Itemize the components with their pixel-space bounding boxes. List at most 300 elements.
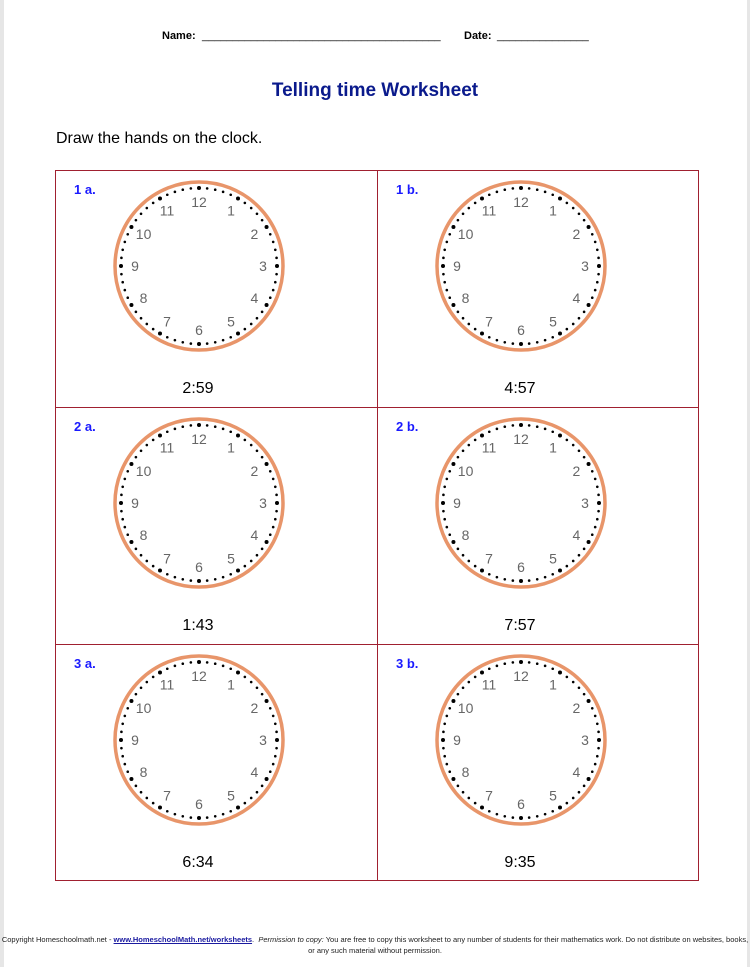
minute-tick <box>462 687 465 690</box>
minute-tick <box>158 670 162 674</box>
minute-tick <box>197 186 201 190</box>
minute-tick <box>126 470 129 473</box>
minute-tick <box>583 548 586 551</box>
minute-tick <box>512 424 515 427</box>
minute-tick <box>166 336 169 339</box>
minute-tick <box>124 526 127 529</box>
date-label: Date: <box>464 30 492 42</box>
minute-tick <box>166 810 169 813</box>
minute-tick <box>587 540 591 544</box>
minute-tick <box>442 510 445 513</box>
minute-tick <box>528 424 531 427</box>
minute-tick <box>578 450 581 453</box>
minute-tick <box>140 554 143 557</box>
minute-tick <box>181 662 184 665</box>
minute-tick <box>488 667 491 670</box>
minute-tick <box>261 219 264 222</box>
minute-tick <box>272 478 275 481</box>
minute-tick <box>206 424 209 427</box>
minute-tick <box>442 273 445 276</box>
minute-tick <box>256 317 259 320</box>
minute-tick <box>558 196 562 200</box>
minute-tick <box>274 722 277 725</box>
clock-face[interactable] <box>111 652 287 828</box>
minute-tick <box>275 494 278 497</box>
clock-number: 8 <box>461 527 470 543</box>
clock-number: 6 <box>517 559 525 575</box>
minute-tick <box>190 187 193 190</box>
clock-number: 3 <box>581 258 589 274</box>
minute-tick <box>596 755 599 758</box>
minute-tick <box>519 660 523 664</box>
minute-tick <box>591 707 594 710</box>
clock-problem-5 <box>56 644 378 881</box>
minute-tick <box>451 777 455 781</box>
minute-tick <box>229 336 232 339</box>
minute-tick <box>443 755 446 758</box>
minute-tick <box>597 731 600 734</box>
minute-tick <box>272 763 275 766</box>
minute-tick <box>536 188 539 191</box>
minute-tick <box>140 317 143 320</box>
minute-tick <box>119 738 123 742</box>
minute-tick <box>591 770 594 773</box>
minute-tick <box>528 342 531 345</box>
minute-tick <box>488 810 491 813</box>
minute-tick <box>250 323 253 326</box>
minute-tick <box>274 485 277 488</box>
minute-tick <box>174 428 177 431</box>
minute-tick <box>551 193 554 196</box>
clock-number: 10 <box>457 226 474 242</box>
minute-tick <box>236 196 240 200</box>
minute-tick <box>442 747 445 750</box>
clock-number: 4 <box>572 290 581 306</box>
minute-tick <box>528 579 531 582</box>
minute-tick <box>236 433 240 437</box>
minute-tick <box>174 339 177 342</box>
minute-tick <box>124 763 127 766</box>
clock-number: 6 <box>195 322 203 338</box>
problem-label: 3 a. <box>74 656 96 671</box>
clock-number: 9 <box>453 732 461 748</box>
minute-tick <box>457 548 460 551</box>
name-blank: _______________________________________ <box>202 30 441 42</box>
clock-number: 9 <box>453 258 461 274</box>
clock-number: 5 <box>549 550 557 567</box>
minute-tick <box>269 770 272 773</box>
minute-tick <box>222 813 225 816</box>
minute-tick <box>597 747 600 750</box>
minute-tick <box>121 722 124 725</box>
minute-tick <box>528 187 531 190</box>
minute-tick <box>558 569 562 573</box>
minute-tick <box>244 565 247 568</box>
minute-tick <box>536 578 539 581</box>
clock-number: 2 <box>572 463 581 479</box>
minute-tick <box>446 526 449 529</box>
minute-tick <box>121 755 124 758</box>
minute-tick <box>551 573 554 576</box>
clock-number: 12 <box>191 431 207 447</box>
minute-tick <box>451 303 455 307</box>
problem-label: 1 b. <box>396 182 419 197</box>
minute-tick <box>488 430 491 433</box>
minute-tick <box>152 676 155 679</box>
minute-tick <box>566 676 569 679</box>
minute-tick <box>468 444 471 447</box>
minute-tick <box>544 428 547 431</box>
minute-tick <box>256 687 259 690</box>
clock-number: 10 <box>135 700 152 716</box>
clock-number: 9 <box>131 258 139 274</box>
minute-tick <box>443 722 446 725</box>
minute-tick <box>152 328 155 331</box>
minute-tick <box>135 219 138 222</box>
minute-tick <box>244 439 247 442</box>
minute-tick <box>265 225 269 229</box>
minute-tick <box>462 791 465 794</box>
minute-tick <box>146 323 149 326</box>
minute-tick <box>446 241 449 244</box>
minute-tick <box>126 233 129 236</box>
minute-tick <box>503 341 506 344</box>
minute-tick <box>587 462 591 466</box>
clock-number: 12 <box>513 668 529 684</box>
minute-tick <box>442 494 445 497</box>
clock-number: 2 <box>572 700 581 716</box>
minute-tick <box>214 815 217 818</box>
clock-number: 5 <box>549 313 557 330</box>
minute-tick <box>536 662 539 665</box>
clock-number: 9 <box>131 495 139 511</box>
clock-number: 8 <box>461 290 470 306</box>
clock-number: 11 <box>481 439 497 456</box>
minute-tick <box>126 707 129 710</box>
minute-tick <box>181 341 184 344</box>
minute-tick <box>503 815 506 818</box>
clock-number: 9 <box>453 495 461 511</box>
minute-tick <box>468 207 471 210</box>
clock-number: 10 <box>135 226 152 242</box>
minute-tick <box>583 219 586 222</box>
minute-tick <box>512 661 515 664</box>
clock-number: 7 <box>485 550 493 567</box>
minute-tick <box>443 485 446 488</box>
minute-tick <box>158 569 162 573</box>
minute-tick <box>597 738 601 742</box>
minute-tick <box>135 548 138 551</box>
minute-tick <box>512 187 515 190</box>
minute-tick <box>496 191 499 194</box>
minute-tick <box>256 554 259 557</box>
minute-tick <box>462 213 465 216</box>
minute-tick <box>181 578 184 581</box>
minute-tick <box>269 533 272 536</box>
clock-number: 4 <box>572 527 581 543</box>
minute-tick <box>174 576 177 579</box>
clock-number: 2 <box>250 700 259 716</box>
minute-tick <box>544 339 547 342</box>
minute-tick <box>441 264 445 268</box>
minute-tick <box>591 533 594 536</box>
clock-number: 3 <box>581 495 589 511</box>
clock-number: 7 <box>163 787 171 804</box>
minute-tick <box>275 501 279 505</box>
clock-face[interactable] <box>433 415 609 591</box>
clock-number: 1 <box>227 439 235 456</box>
minute-tick <box>119 501 123 505</box>
minute-tick <box>468 681 471 684</box>
permission-label: Permission to copy: <box>258 935 324 944</box>
minute-tick <box>512 579 515 582</box>
minute-tick <box>448 470 451 473</box>
minute-tick <box>558 670 562 674</box>
clock-number: 3 <box>259 495 267 511</box>
minute-tick <box>480 806 484 810</box>
minute-tick <box>544 665 547 668</box>
minute-tick <box>275 264 279 268</box>
minute-tick <box>222 428 225 431</box>
clock-face[interactable] <box>111 178 287 354</box>
clock-grid <box>55 170 699 881</box>
minute-tick <box>448 533 451 536</box>
minute-tick <box>126 296 129 299</box>
minute-tick <box>265 462 269 466</box>
minute-tick <box>496 813 499 816</box>
minute-tick <box>126 533 129 536</box>
minute-tick <box>265 540 269 544</box>
minute-tick <box>181 188 184 191</box>
minute-tick <box>457 311 460 314</box>
minute-tick <box>583 785 586 788</box>
minute-tick <box>536 425 539 428</box>
minute-tick <box>443 281 446 284</box>
minute-tick <box>140 791 143 794</box>
clock-face[interactable] <box>111 415 287 591</box>
clock-number: 12 <box>513 194 529 210</box>
minute-tick <box>274 755 277 758</box>
minute-tick <box>190 342 193 345</box>
minute-tick <box>129 462 133 466</box>
minute-tick <box>558 332 562 336</box>
minute-tick <box>558 806 562 810</box>
minute-tick <box>591 470 594 473</box>
minute-tick <box>474 202 477 205</box>
minute-tick <box>536 815 539 818</box>
minute-tick <box>121 248 124 251</box>
minute-tick <box>591 233 594 236</box>
minute-tick <box>544 191 547 194</box>
minute-tick <box>120 510 123 513</box>
clock-number: 11 <box>481 676 497 693</box>
minute-tick <box>120 273 123 276</box>
minute-tick <box>190 661 193 664</box>
minute-tick <box>126 770 129 773</box>
clock-problem-1 <box>56 171 378 408</box>
minute-tick <box>158 332 162 336</box>
minute-tick <box>551 430 554 433</box>
minute-tick <box>190 816 193 819</box>
clock-number: 12 <box>191 194 207 210</box>
minute-tick <box>503 578 506 581</box>
minute-tick <box>448 770 451 773</box>
minute-tick <box>256 450 259 453</box>
minute-tick <box>129 699 133 703</box>
clock-number: 5 <box>227 787 235 804</box>
clock-number: 2 <box>250 463 259 479</box>
time-text: 2:59 <box>182 380 214 397</box>
minute-tick <box>496 339 499 342</box>
minute-tick <box>140 213 143 216</box>
clock-number: 2 <box>572 226 581 242</box>
minute-tick <box>448 707 451 710</box>
minute-tick <box>269 707 272 710</box>
minute-tick <box>229 667 232 670</box>
clock-number: 1 <box>227 202 235 219</box>
copyright-text: Copyright Homeschoolmath.net - <box>1 935 114 944</box>
minute-tick <box>597 257 600 260</box>
minute-tick <box>488 336 491 339</box>
minute-tick <box>451 699 455 703</box>
minute-tick <box>274 248 277 251</box>
minute-tick <box>496 428 499 431</box>
minute-tick <box>596 248 599 251</box>
minute-tick <box>503 425 506 428</box>
minute-tick <box>214 341 217 344</box>
minute-tick <box>275 738 279 742</box>
minute-tick <box>594 241 597 244</box>
minute-tick <box>587 225 591 229</box>
minute-tick <box>551 336 554 339</box>
homeschoolmath-link[interactable]: www.HomeschoolMath.net/worksheets <box>113 935 253 944</box>
minute-tick <box>528 661 531 664</box>
minute-tick <box>197 660 201 664</box>
minute-tick <box>229 810 232 813</box>
clock-face[interactable] <box>433 652 609 828</box>
minute-tick <box>197 816 201 820</box>
minute-tick <box>275 273 278 276</box>
minute-tick <box>448 233 451 236</box>
minute-tick <box>597 501 601 505</box>
minute-tick <box>443 248 446 251</box>
minute-tick <box>146 207 149 210</box>
minute-tick <box>135 693 138 696</box>
minute-tick <box>261 693 264 696</box>
minute-tick <box>206 342 209 345</box>
clock-number: 11 <box>159 676 175 693</box>
minute-tick <box>474 802 477 805</box>
minute-tick <box>462 450 465 453</box>
time-text: 1:43 <box>182 617 214 634</box>
minute-tick <box>451 225 455 229</box>
minute-tick <box>229 193 232 196</box>
minute-tick <box>124 478 127 481</box>
minute-tick <box>190 424 193 427</box>
clock-number: 7 <box>163 313 171 330</box>
minute-tick <box>551 810 554 813</box>
clock-number: 9 <box>131 732 139 748</box>
minute-tick <box>236 670 240 674</box>
clock-number: 5 <box>227 313 235 330</box>
minute-tick <box>587 777 591 781</box>
clock-number: 6 <box>195 559 203 575</box>
minute-tick <box>443 518 446 521</box>
minute-tick <box>152 202 155 205</box>
clock-number: 11 <box>159 439 175 456</box>
minute-tick <box>269 470 272 473</box>
time-text: 6:34 <box>182 854 214 871</box>
minute-tick <box>158 806 162 810</box>
minute-tick <box>474 328 477 331</box>
minute-tick <box>594 478 597 481</box>
clock-problem-6 <box>377 644 699 881</box>
date-blank: _______________ <box>497 30 589 42</box>
minute-tick <box>594 763 597 766</box>
minute-tick <box>594 289 597 292</box>
problem-label: 1 a. <box>74 182 96 197</box>
minute-tick <box>135 456 138 459</box>
minute-tick <box>152 565 155 568</box>
minute-tick <box>572 560 575 563</box>
minute-tick <box>441 501 445 505</box>
minute-tick <box>120 747 123 750</box>
minute-tick <box>120 494 123 497</box>
minute-tick <box>272 241 275 244</box>
minute-tick <box>275 731 278 734</box>
minute-tick <box>583 693 586 696</box>
clock-number: 6 <box>517 796 525 812</box>
clock-number: 10 <box>457 463 474 479</box>
minute-tick <box>129 303 133 307</box>
minute-tick <box>222 191 225 194</box>
minute-tick <box>274 518 277 521</box>
minute-tick <box>594 715 597 718</box>
minute-tick <box>596 485 599 488</box>
minute-tick <box>594 526 597 529</box>
minute-tick <box>566 802 569 805</box>
minute-tick <box>206 187 209 190</box>
minute-tick <box>566 328 569 331</box>
minute-tick <box>572 681 575 684</box>
clock-face[interactable] <box>433 178 609 354</box>
minute-tick <box>446 478 449 481</box>
minute-tick <box>236 569 240 573</box>
clock-problem-4 <box>377 407 699 644</box>
minute-tick <box>181 815 184 818</box>
minute-tick <box>544 813 547 816</box>
minute-tick <box>222 665 225 668</box>
clock-number: 1 <box>549 676 557 693</box>
minute-tick <box>206 661 209 664</box>
problem-label: 2 a. <box>74 419 96 434</box>
minute-tick <box>587 699 591 703</box>
minute-tick <box>578 317 581 320</box>
minute-tick <box>544 576 547 579</box>
minute-tick <box>572 323 575 326</box>
clock-problem-2 <box>377 171 699 408</box>
minute-tick <box>457 219 460 222</box>
page-title: Telling time Worksheet <box>271 80 479 101</box>
problem-label: 3 b. <box>396 656 419 671</box>
clock-number: 1 <box>549 202 557 219</box>
minute-tick <box>244 328 247 331</box>
minute-tick <box>496 665 499 668</box>
minute-tick <box>519 423 523 427</box>
minute-tick <box>503 188 506 191</box>
minute-tick <box>536 341 539 344</box>
minute-tick <box>250 797 253 800</box>
